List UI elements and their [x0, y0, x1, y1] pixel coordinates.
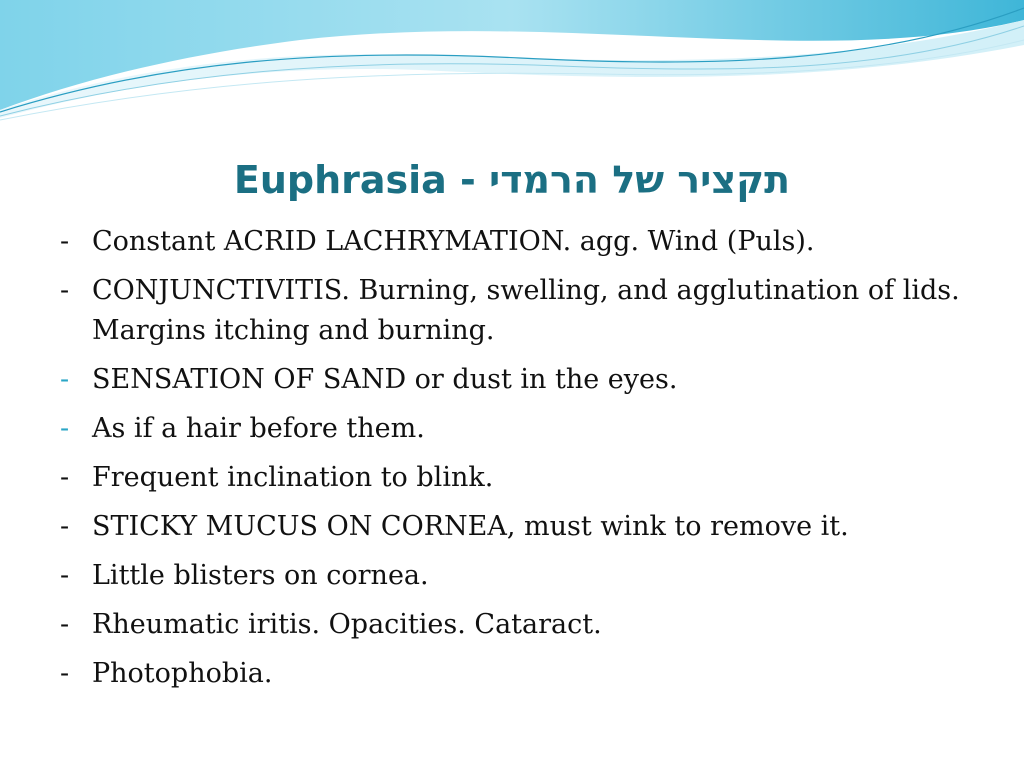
- list-item-text: As if a hair before them.: [92, 413, 425, 444]
- list-item-text: Constant ACRID LACHRYMATION. agg. Wind (Puls).: [92, 226, 815, 257]
- bullet-marker: -: [60, 413, 70, 444]
- list-item: [60, 654, 980, 694]
- list-item-text: Rheumatic iritis. Opacities. Cataract.: [92, 609, 602, 640]
- slide-title: [0, 150, 1024, 210]
- list-item-text: Little blisters on cornea.: [92, 560, 429, 591]
- bullet-marker: -: [60, 560, 70, 591]
- bullet-marker: -: [60, 511, 70, 542]
- bullet-marker: -: [60, 226, 70, 257]
- list-item-text: SENSATION OF SAND or dust in the eyes.: [92, 364, 678, 395]
- list-item: [60, 605, 980, 645]
- list-item: [60, 360, 980, 400]
- title-latin: Euphrasia -: [233, 158, 476, 202]
- list-item: [60, 271, 980, 351]
- header-wave-decoration: [0, 0, 1024, 130]
- list-item-text: Frequent inclination to blink.: [92, 462, 494, 493]
- list-item: [60, 556, 980, 596]
- bullet-marker: -: [60, 462, 70, 493]
- list-item: [60, 222, 980, 262]
- bullet-marker: -: [60, 658, 70, 689]
- list-item-text: Photophobia.: [92, 658, 273, 689]
- bullet-marker: -: [60, 609, 70, 640]
- symptom-list: [60, 222, 980, 703]
- list-item: [60, 458, 980, 498]
- bullet-marker: -: [60, 275, 70, 306]
- title-hebrew: תקציר של הרמדי: [489, 158, 791, 202]
- list-item: [60, 409, 980, 449]
- list-item-text: STICKY MUCUS ON CORNEA, must wink to remove it.: [92, 511, 849, 542]
- list-item: [60, 507, 980, 547]
- bullet-marker: -: [60, 364, 70, 395]
- list-item-text: CONJUNCTIVITIS. Burning, swelling, and agglutination of lids. Margins itching and burning.: [92, 275, 960, 346]
